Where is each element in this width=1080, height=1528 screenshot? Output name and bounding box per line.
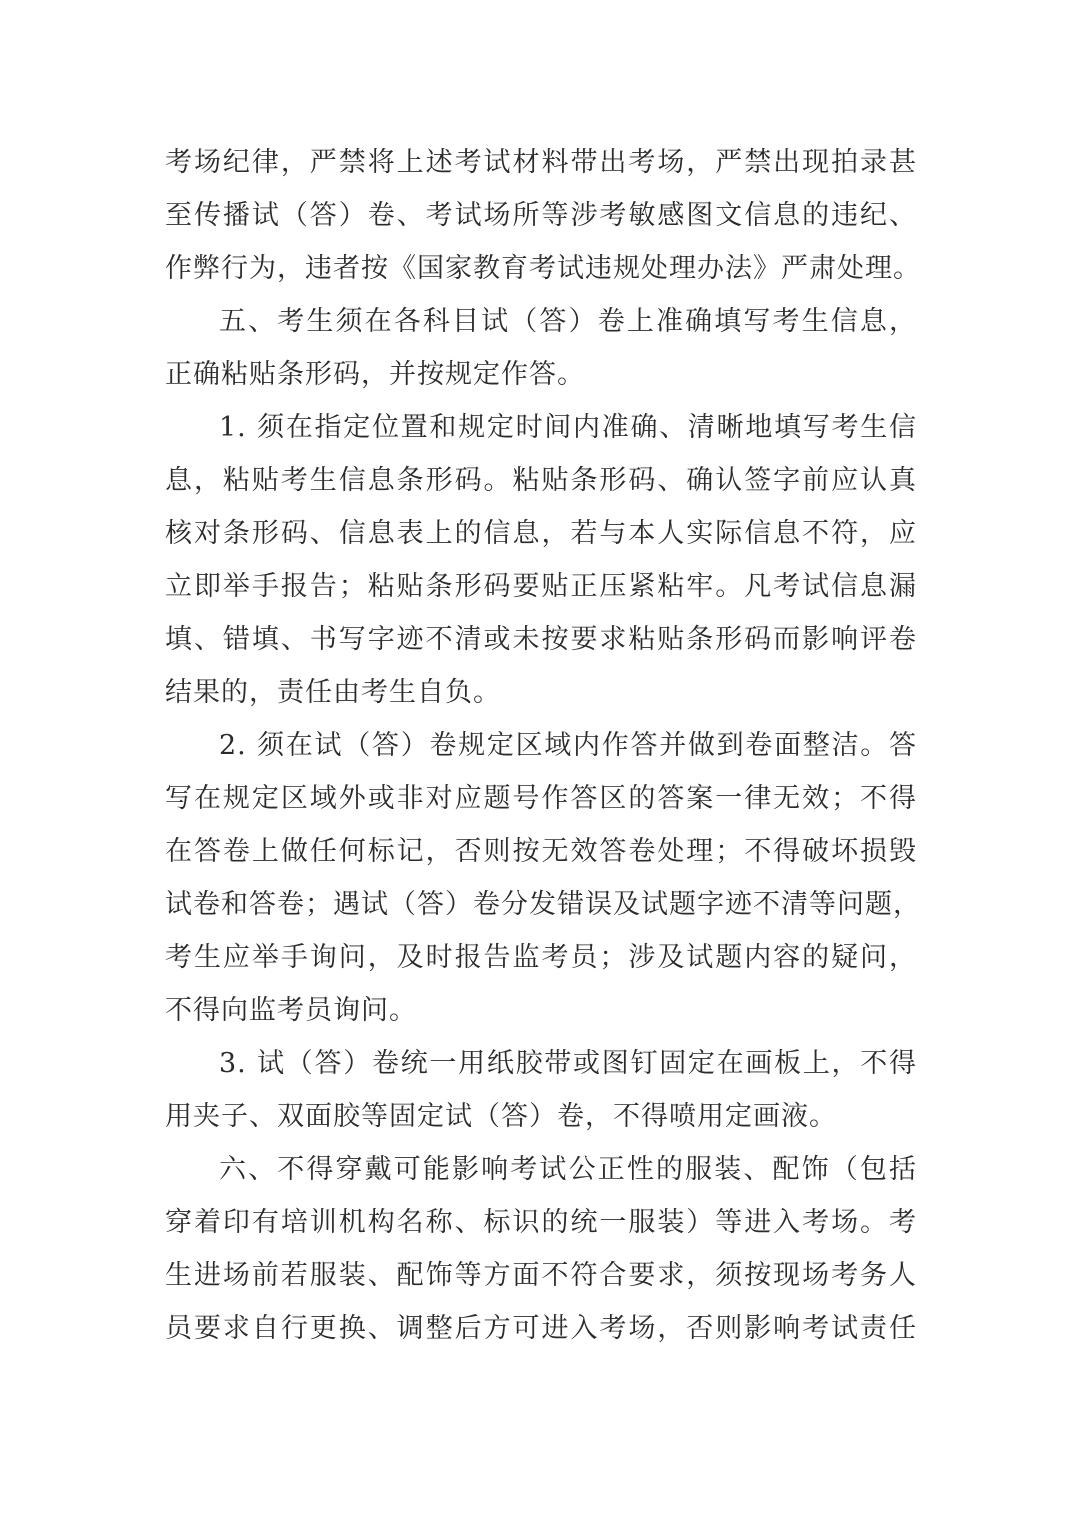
text-line: 结果的，责任由考生自负。 xyxy=(165,677,501,708)
text-line: 五、考生须在各科目试（答）卷上准确填写考生信息， xyxy=(219,306,917,337)
text-line: 3. 试（答）卷统一用纸胶带或图钉固定在画板上，不得 xyxy=(219,1048,917,1079)
text-line: 写在规定区域外或非对应题号作答区的答案一律无效；不得 xyxy=(165,783,917,814)
text-line: 生进场前若服装、配饰等方面不符合要求，须按现场考务人 xyxy=(165,1260,917,1291)
text-line: 核对条形码、信息表上的信息，若与本人实际信息不符，应 xyxy=(165,518,917,549)
text-line: 作弊行为，违者按《国家教育考试违规处理办法》严肃处理。 xyxy=(165,253,921,284)
document-body xyxy=(165,136,921,1355)
text-line: 至传播试（答）卷、考试场所等涉考敏感图文信息的违纪、 xyxy=(165,200,917,231)
text-line: 2. 须在试（答）卷规定区域内作答并做到卷面整洁。答 xyxy=(219,730,917,761)
text-line: 不得向监考员询问。 xyxy=(165,995,417,1026)
text-line: 立即举手报告；粘贴条形码要贴正压紧粘牢。凡考试信息漏 xyxy=(165,571,917,602)
text-line: 息，粘贴考生信息条形码。粘贴条形码、确认签字前应认真 xyxy=(165,465,917,496)
text-line: 六、不得穿戴可能影响考试公正性的服装、配饰（包括 xyxy=(219,1154,917,1185)
text-line: 考场纪律，严禁将上述考试材料带出考场，严禁出现拍录甚 xyxy=(165,147,917,178)
text-line: 用夹子、双面胶等固定试（答）卷，不得喷用定画液。 xyxy=(165,1101,837,1132)
text-line: 1. 须在指定位置和规定时间内准确、清晰地填写考生信 xyxy=(219,412,917,443)
text-line: 在答卷上做任何标记，否则按无效答卷处理；不得破坏损毁 xyxy=(165,836,917,867)
text-line: 穿着印有培训机构名称、标识的统一服装）等进入考场。考 xyxy=(165,1207,917,1238)
text-line: 试卷和答卷；遇试（答）卷分发错误及试题字迹不清等问题， xyxy=(165,889,921,920)
text-line: 考生应举手询问，及时报告监考员；涉及试题内容的疑问， xyxy=(165,942,917,973)
text-line: 员要求自行更换、调整后方可进入考场，否则影响考试责任 xyxy=(165,1313,917,1344)
text-line: 正确粘贴条形码，并按规定作答。 xyxy=(165,359,585,390)
text-line: 填、错填、书写字迹不清或未按要求粘贴条形码而影响评卷 xyxy=(165,624,917,655)
